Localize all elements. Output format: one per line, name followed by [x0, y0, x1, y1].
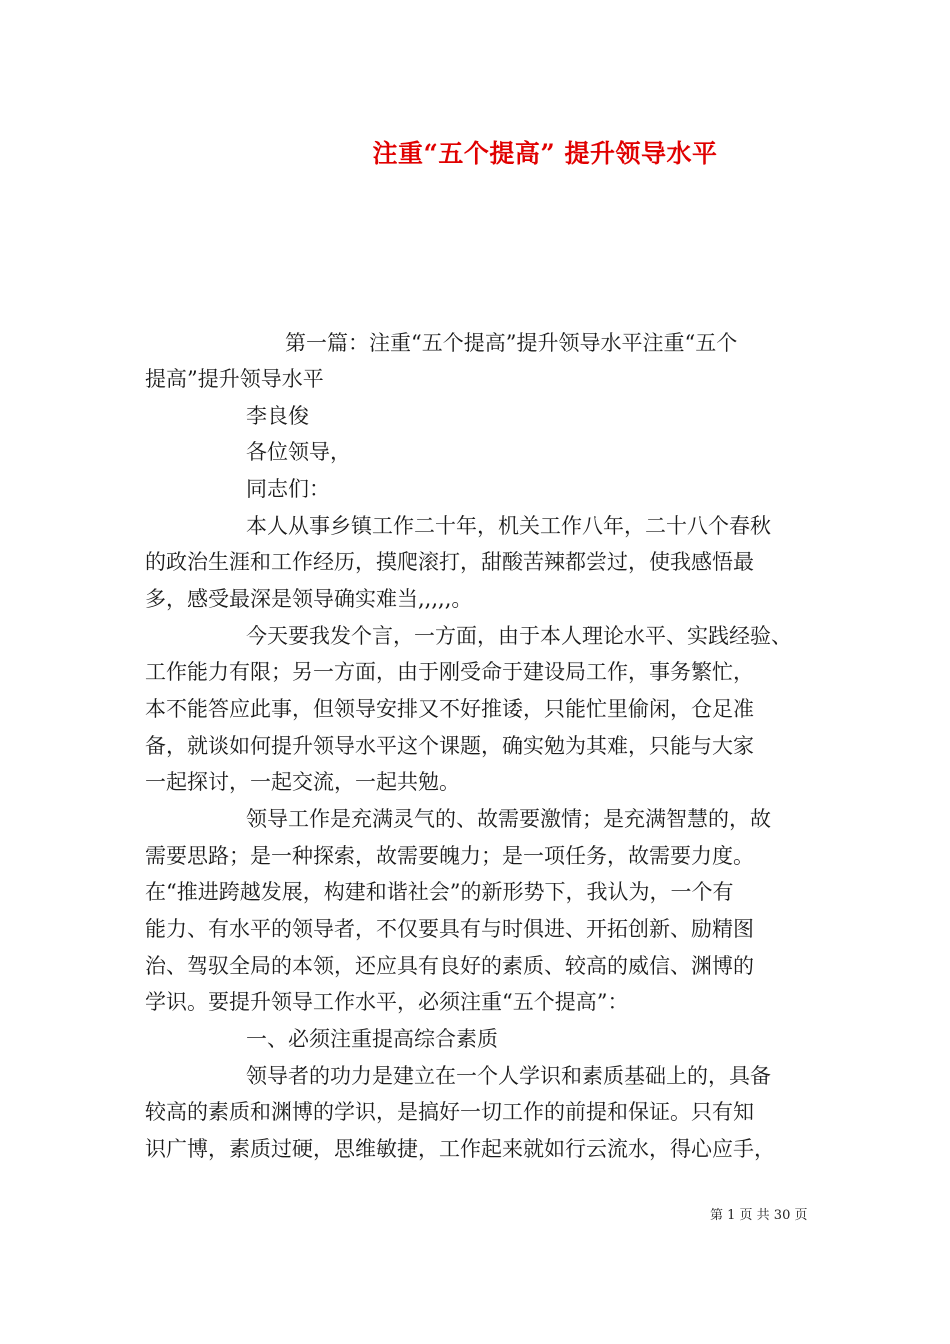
text-line-1: 第一篇：注重“五个提高”提升领导水平注重“五个	[285, 331, 738, 355]
page-number-footer: 第 1 页 共 30 页	[710, 1208, 808, 1223]
paragraph-line: 本人从事乡镇工作二十年，机关工作八年，二十八个春秋	[246, 514, 771, 538]
paragraph-line: 能力、有水平的领导者，不仅要具有与时俱进、开拓创新、励精图	[145, 917, 754, 941]
paragraph-line: 领导者的功力是建立在一个人学识和素质基础上的，具备	[246, 1064, 771, 1088]
salutation-line-1: 各位领导，	[246, 440, 351, 464]
author-name: 李良俊	[246, 404, 309, 428]
paragraph-line: 在“推进跨越发展，构建和谐社会”的新形势下，我认为，一个有	[145, 880, 734, 904]
paragraph-line: 今天要我发个言，一方面，由于本人理论水平、实践经验、	[246, 624, 792, 648]
paragraph-line: 需要思路；是一种探索，故需要魄力；是一项任务，故需要力度。	[145, 844, 754, 868]
paragraph-line: 治、驾驭全局的本领，还应具有良好的素质、较高的威信、渊博的	[145, 954, 754, 978]
paragraph-line: 较高的素质和渊博的学识，是搞好一切工作的前提和保证。只有知	[145, 1100, 754, 1124]
paragraph-line: 多，感受最深是领导确实难当,,,,,。	[145, 587, 473, 611]
paragraph-line: 识广博，素质过硬，思维敏捷，工作起来就如行云流水，得心应手，	[145, 1137, 775, 1161]
document-title: 注重“五个提高” 提升领导水平	[372, 139, 718, 168]
salutation-line-2: 同志们：	[246, 477, 330, 501]
paragraph-line: 工作能力有限；另一方面，由于刚受命于建设局工作，事务繁忙，	[145, 660, 754, 684]
paragraph-line: 一起探讨，一起交流，一起共勉。	[145, 770, 460, 794]
paragraph-line: 领导工作是充满灵气的、故需要激情；是充满智慧的，故	[246, 807, 771, 831]
paragraph-line: 学识。要提升领导工作水平，必须注重“五个提高”：	[145, 990, 629, 1014]
paragraph-line: 本不能答应此事，但领导安排又不好推诿，只能忙里偷闲，仓足准	[145, 697, 754, 721]
paragraph-line: 的政治生涯和工作经历，摸爬滚打，甜酸苦辣都尝过，使我感悟最	[145, 550, 754, 574]
section-heading: 一、必须注重提高综合素质	[246, 1027, 498, 1051]
text-line-2: 提高”提升领导水平	[145, 367, 324, 391]
paragraph-line: 备，就谈如何提升领导水平这个课题，确实勉为其难，只能与大家	[145, 734, 754, 758]
